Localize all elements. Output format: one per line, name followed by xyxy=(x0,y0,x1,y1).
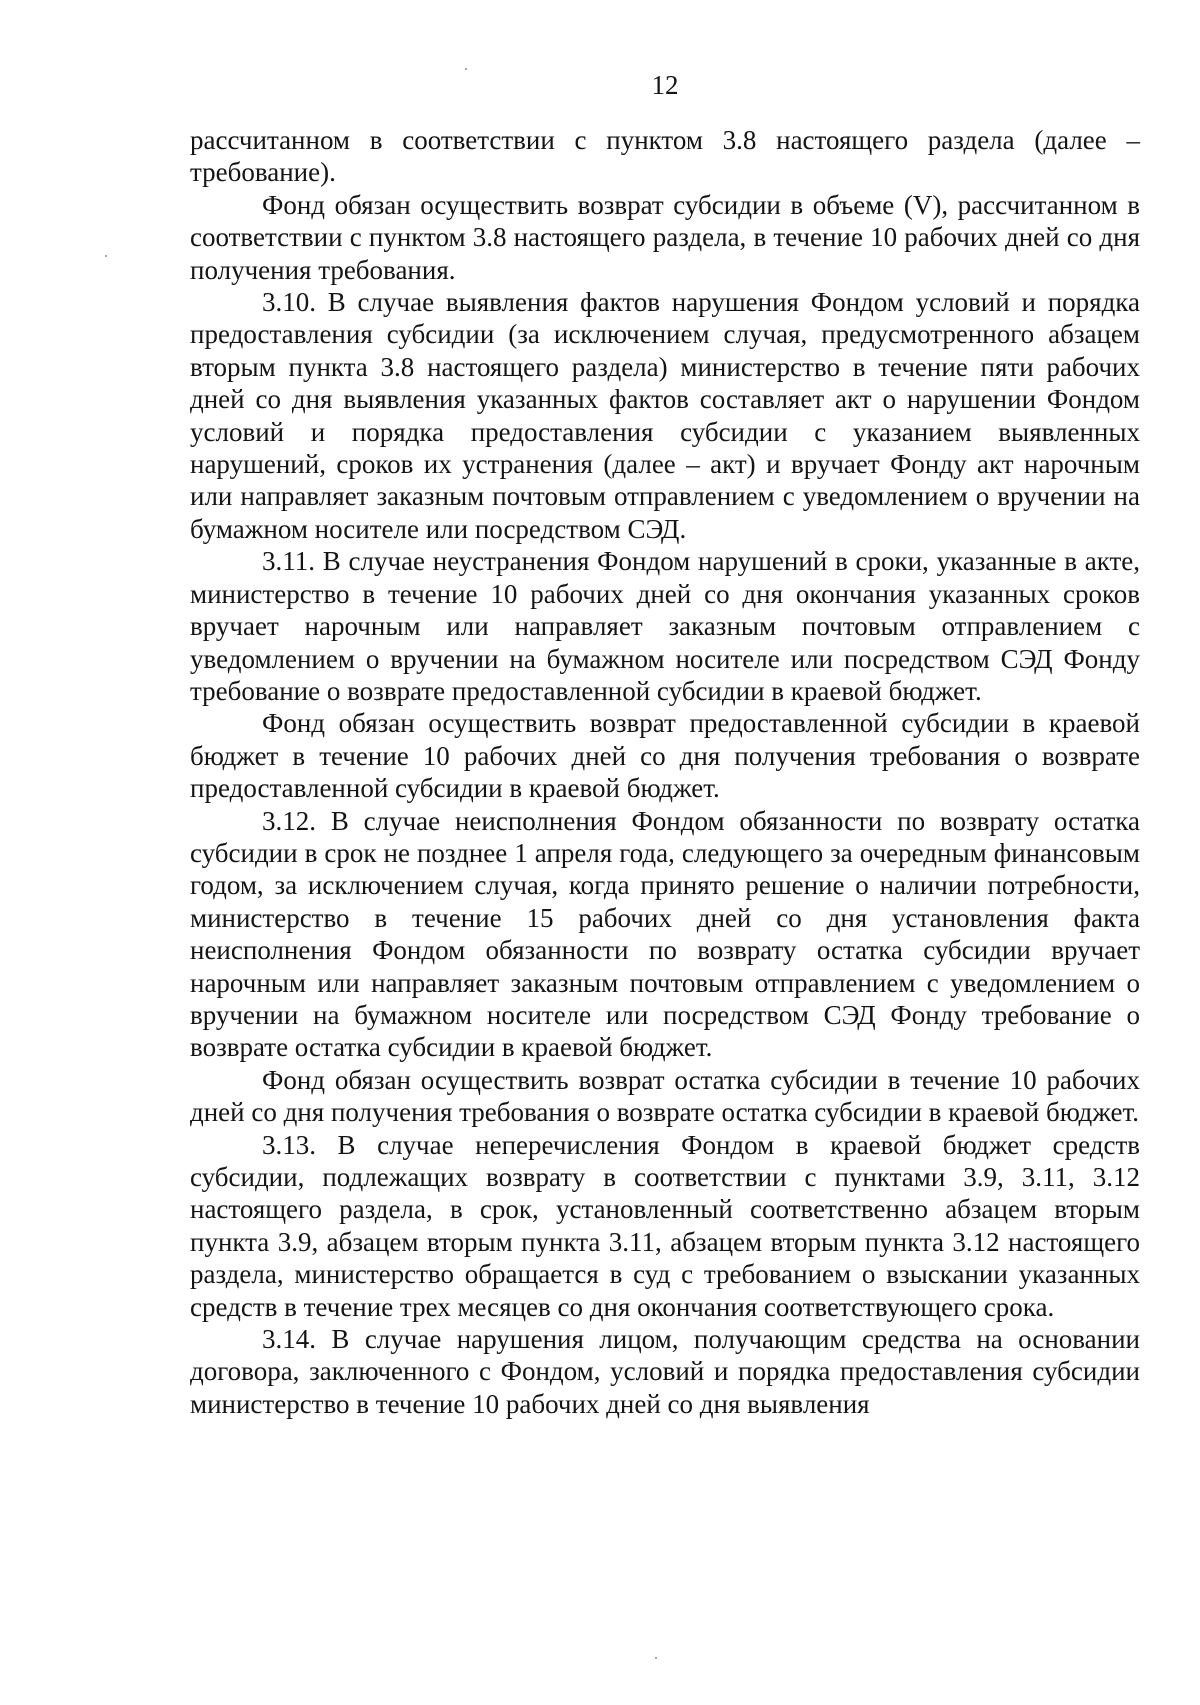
paragraph-3-11: 3.11. В случае неустранения Фондом нарушений в сроки, указанные в акте, министерство в течение 10 рабочих дней со дня окончания указанных сроков вручает нарочным или направляет заказным почтовым отправлением с уведомлением о вручении на бумажном носителе или посредством СЭД Фонду требование о возврате предоставленной субсидии в краевой бюджет. xyxy=(190,546,1140,706)
scan-speck xyxy=(105,255,107,257)
paragraph-3-12: 3.12. В случае неисполнения Фондом обязанности по возврату остатка субсидии в срок не позднее 1 апреля года, следующего за очередным финансовым годом, за исключением случая, когда принято решение о наличии потребности, министерство в течение 15 рабочих дней со дня установления факта неисполнения Фондом обязанности по возврату остатка субсидии вручает нарочным или направляет заказным почтовым отправлением с уведомлением о вручении на бумажном носителе или посредством СЭД Фонду требование о возврате остатка субсидии в краевой бюджет. xyxy=(190,805,1140,1063)
paragraph-3-11-return: Фонд обязан осуществить возврат предоставленной субсидии в краевой бюджет в течение 10 рабочих дней со дня получения требования о возврате предоставленной субсидии в краевой бюджет. xyxy=(190,708,1140,804)
paragraph-3-12-return: Фонд обязан осуществить возврат остатка субсидии в течение 10 рабочих дней со дня получения требования о возврате остатка субсидии в краевой бюджет. xyxy=(190,1064,1140,1128)
scan-speck xyxy=(465,68,467,70)
document-body xyxy=(190,124,1140,1420)
page-number: 12 xyxy=(651,70,679,100)
paragraph-3-14: 3.14. В случае нарушения лицом, получающим средства на основании договора, заключенного с Фондом, условий и порядка предоставления субсидии министерство в течение 10 рабочих дней со дня выявления xyxy=(190,1324,1140,1419)
paragraph-3-10: 3.10. В случае выявления фактов нарушения Фондом условий и порядка предоставления субсидии (за исключением случая, предусмотренного абзацем вторым пункта 3.8 настоящего раздела) министерство в течение пяти рабочих дней со дня выявления указанных фактов составляет акт о нарушении Фондом условий и порядка предоставления субсидии с указанием выявленных нарушений, сроков их устранения (далее – акт) и вручает Фонду акт нарочным или направляет заказным почтовым отправлением с уведомлением о вручении на бумажном носителе или посредством СЭД. xyxy=(190,287,1140,544)
scan-speck xyxy=(655,1657,657,1659)
paragraph-return-obligation: Фонд обязан осуществить возврат субсидии в объеме (V), рассчитанном в соответствии с пунктом 3.8 настоящего раздела, в течение 10 рабочих дней со дня получения требования. xyxy=(190,189,1140,285)
paragraph-3-13: 3.13. В случае неперечисления Фондом в краевой бюджет средств субсидии, подлежащих возврату в соответствии с пунктами 3.9, 3.11, 3.12 настоящего раздела, в срок, установленный соответственно абзацем вторым пункта 3.9, абзацем вторым пункта 3.11, абзацем вторым пункта 3.12 настоящего раздела, министерство обращается в суд с требованием о взыскании указанных средств в течение трех месяцев со дня окончания соответствующего срока. xyxy=(190,1129,1140,1322)
paragraph-continuation: рассчитанном в соответствии с пунктом 3.8 настоящего раздела (далее – требование). xyxy=(190,125,1140,188)
